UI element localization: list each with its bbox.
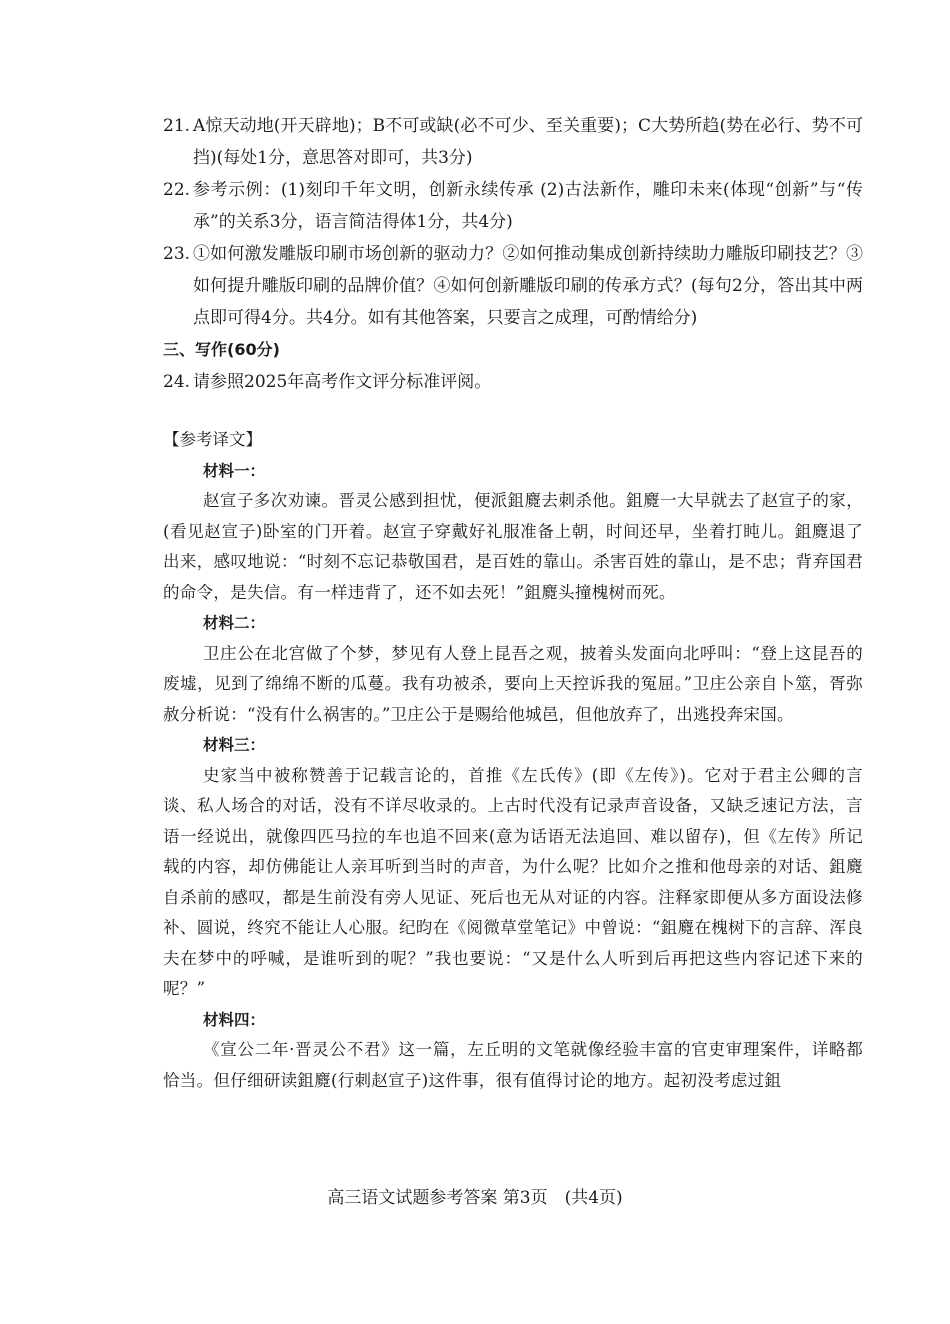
material-paragraph: 卫庄公在北宫做了个梦，梦见有人登上昆吾之观，披着头发面向北呼叫：“登上这昆吾的废墟，见到了绵绵不断的瓜蔓。我有功被杀，要向上天控诉我的冤屈。”卫庄公亲自卜筮，胥弥赦分析说：“没有什么祸害的。”卫庄公于是赐给他城邑，但他放弃了，出逃投奔宋国。 xyxy=(163,643,863,724)
material-heading: 材料三： xyxy=(203,736,266,754)
question-number: 23. xyxy=(163,244,191,264)
material-paragraph: 《宣公二年·晋灵公不君》这一篇，左丘明的文笔就像经验丰富的官吏审理案件，详略都恰当。但仔细研读鉏麑(行刺赵宣子)这件事，很有值得讨论的地方。起初没考虑过鉏 xyxy=(163,1040,863,1090)
answer-item-22 xyxy=(163,174,863,238)
material-paragraph: 赵宣子多次劝谏。晋灵公感到担忧，便派鉏麑去刺杀他。鉏麑一大早就去了赵宣子的家，(看见赵宣子)卧室的门开着。赵宣子穿戴好礼服准备上朝，时间还早，坐着打盹儿。鉏麑退了出来，感叹地说：“时刻不忘记恭敬国君，是百姓的靠山。杀害百姓的靠山，是不忠；背弃国君的命令，是失信。有一样违背了，还不如去死！”鉏麑头撞槐树而死。 xyxy=(163,491,863,602)
answer-section xyxy=(163,110,863,398)
answer-text: A惊天动地(开天辟地)；B不可或缺(必不可少、至关重要)；C大势所趋(势在必行、势不可挡)(每处1分，意思答对即可，共3分) xyxy=(193,116,863,168)
question-number: 21. xyxy=(163,116,191,136)
translation-section xyxy=(163,425,863,1096)
answer-text: ①如何激发雕版印刷市场创新的驱动力？②如何推动集成创新持续助力雕版印刷技艺？③如何提升雕版印刷的品牌价值？④如何创新雕版印刷的传承方式？(每句2分，答出其中两点即可得4分。共4分。如有其他答案，只要言之成理，可酌情给分) xyxy=(193,244,863,328)
material-heading: 材料二： xyxy=(203,614,266,632)
answer-item-21 xyxy=(163,110,863,174)
question-number: 24. xyxy=(163,372,191,392)
material-heading: 材料一： xyxy=(203,461,266,480)
page-footer: 高三语文试题参考答案 第3页 (共4页) xyxy=(327,1188,623,1208)
answer-text: 请参照2025年高考作文评分标准评阅。 xyxy=(193,372,492,392)
question-number: 22. xyxy=(163,180,191,200)
translation-title: 【参考译文】 xyxy=(163,430,262,449)
answer-item-23 xyxy=(163,238,863,334)
answer-text: 参考示例：(1)刻印千年文明，创新永续传承 (2)古法新作，雕印未来(体现“创新”与“传承”的关系3分，语言简洁得体1分，共4分) xyxy=(193,180,863,232)
material-paragraph: 史家当中被称赞善于记载言论的，首推《左氏传》(即《左传》)。它对于君主公卿的言谈、私人场合的对话，没有不详尽收录的。上古时代没有记录声音设备，又缺乏速记方法，言语一经说出，就像四匹马拉的车也追不回来(意为话语无法追回、难以留存)，但《左传》所记载的内容，却仿佛能让人亲耳听到当时的声音，为什么呢？比如介之推和他母亲的对话、鉏麑自杀前的感叹，都是生前没有旁人见证、死后也无从对证的内容。注释家即便从多方面设法修补、圆说，终究不能让人心服。纪昀在《阅微草堂笔记》中曾说：“鉏麑在槐树下的言辞、浑良夫在梦中的呼喊，是谁听到的呢？”我也要说：“又是什么人听到后再把这些内容记述下来的呢？” xyxy=(163,765,863,998)
section-heading-writing: 三、写作(60分) xyxy=(163,340,280,359)
answer-item-24 xyxy=(163,366,863,398)
material-heading: 材料四： xyxy=(203,1010,266,1029)
